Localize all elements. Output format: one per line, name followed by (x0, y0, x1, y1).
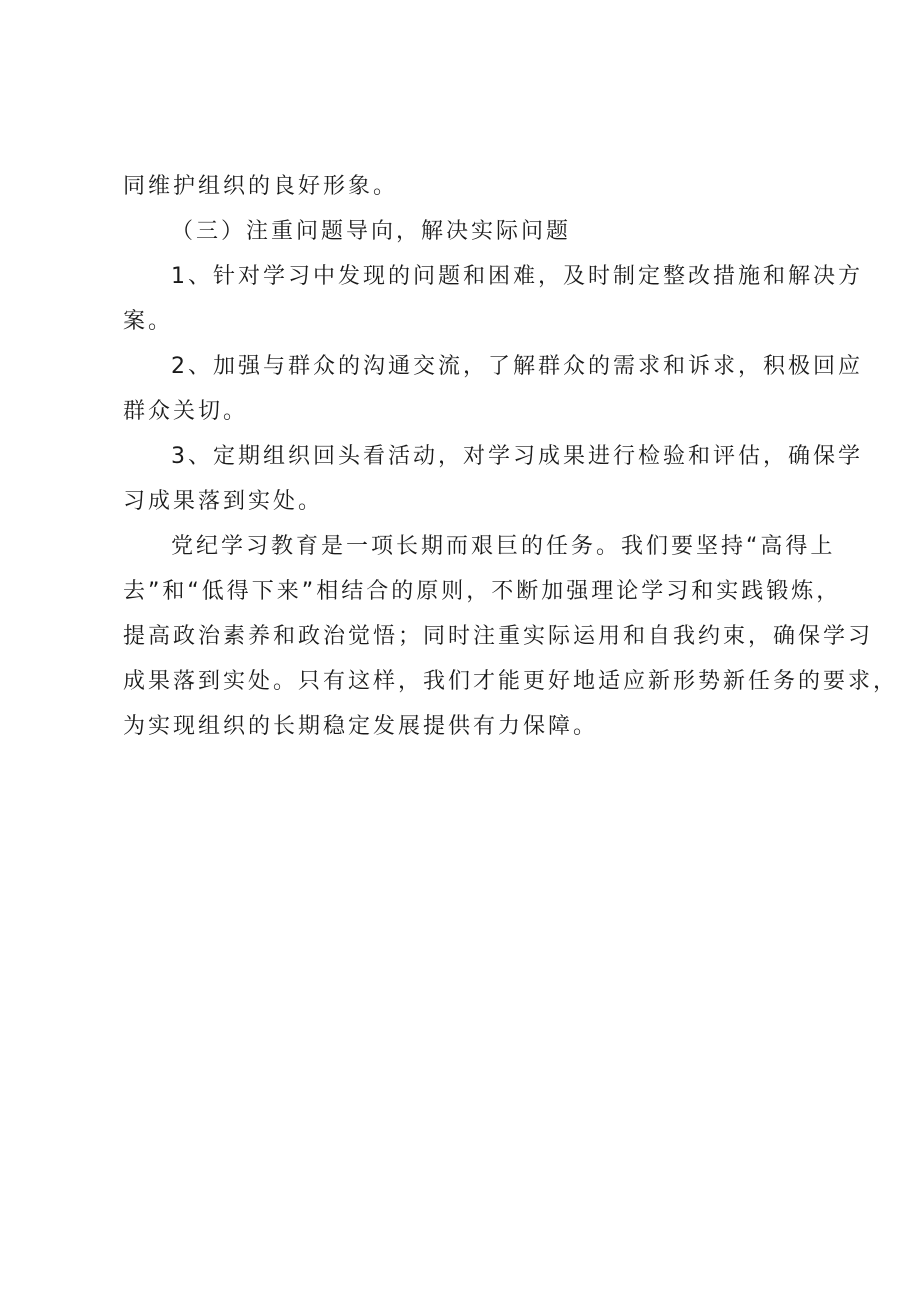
list-item-2-line-1: 2、加强与群众的沟通交流，了解群众的需求和诉求，积极回应 (171, 354, 863, 379)
conclusion-paragraph-line-3: 提高政治素养和政治觉悟；同时注重实际运用和自我约束，确保学习 (123, 624, 874, 649)
list-item-1-line-1: 1、针对学习中发现的问题和困难，及时制定整改措施和解决方 (171, 264, 863, 289)
document-body (123, 164, 899, 749)
list-item-1-line-2: 案。 (123, 309, 174, 334)
list-item-2-line-2: 群众关切。 (123, 399, 249, 424)
list-item-3-line-1: 3、定期组织回头看活动，对学习成果进行检验和评估，确保学 (171, 444, 863, 469)
conclusion-paragraph-line-4: 成果落到实处。只有这样，我们才能更好地适应新形势新任务的要求， (123, 669, 899, 694)
section-heading: （三）注重问题导向，解决实际问题 (171, 219, 572, 244)
paragraph-continuation-line: 同维护组织的良好形象。 (123, 174, 399, 199)
conclusion-paragraph-line-2: 去”和“低得下来”相结合的原则，不断加强理论学习和实践锻炼， (123, 579, 842, 604)
conclusion-paragraph-line-5: 为实现组织的长期稳定发展提供有力保障。 (123, 714, 599, 739)
list-item-3-line-2: 习成果落到实处。 (123, 489, 324, 514)
conclusion-paragraph-line-1: 党纪学习教育是一项长期而艰巨的任务。我们要坚持“高得上 (171, 534, 836, 559)
